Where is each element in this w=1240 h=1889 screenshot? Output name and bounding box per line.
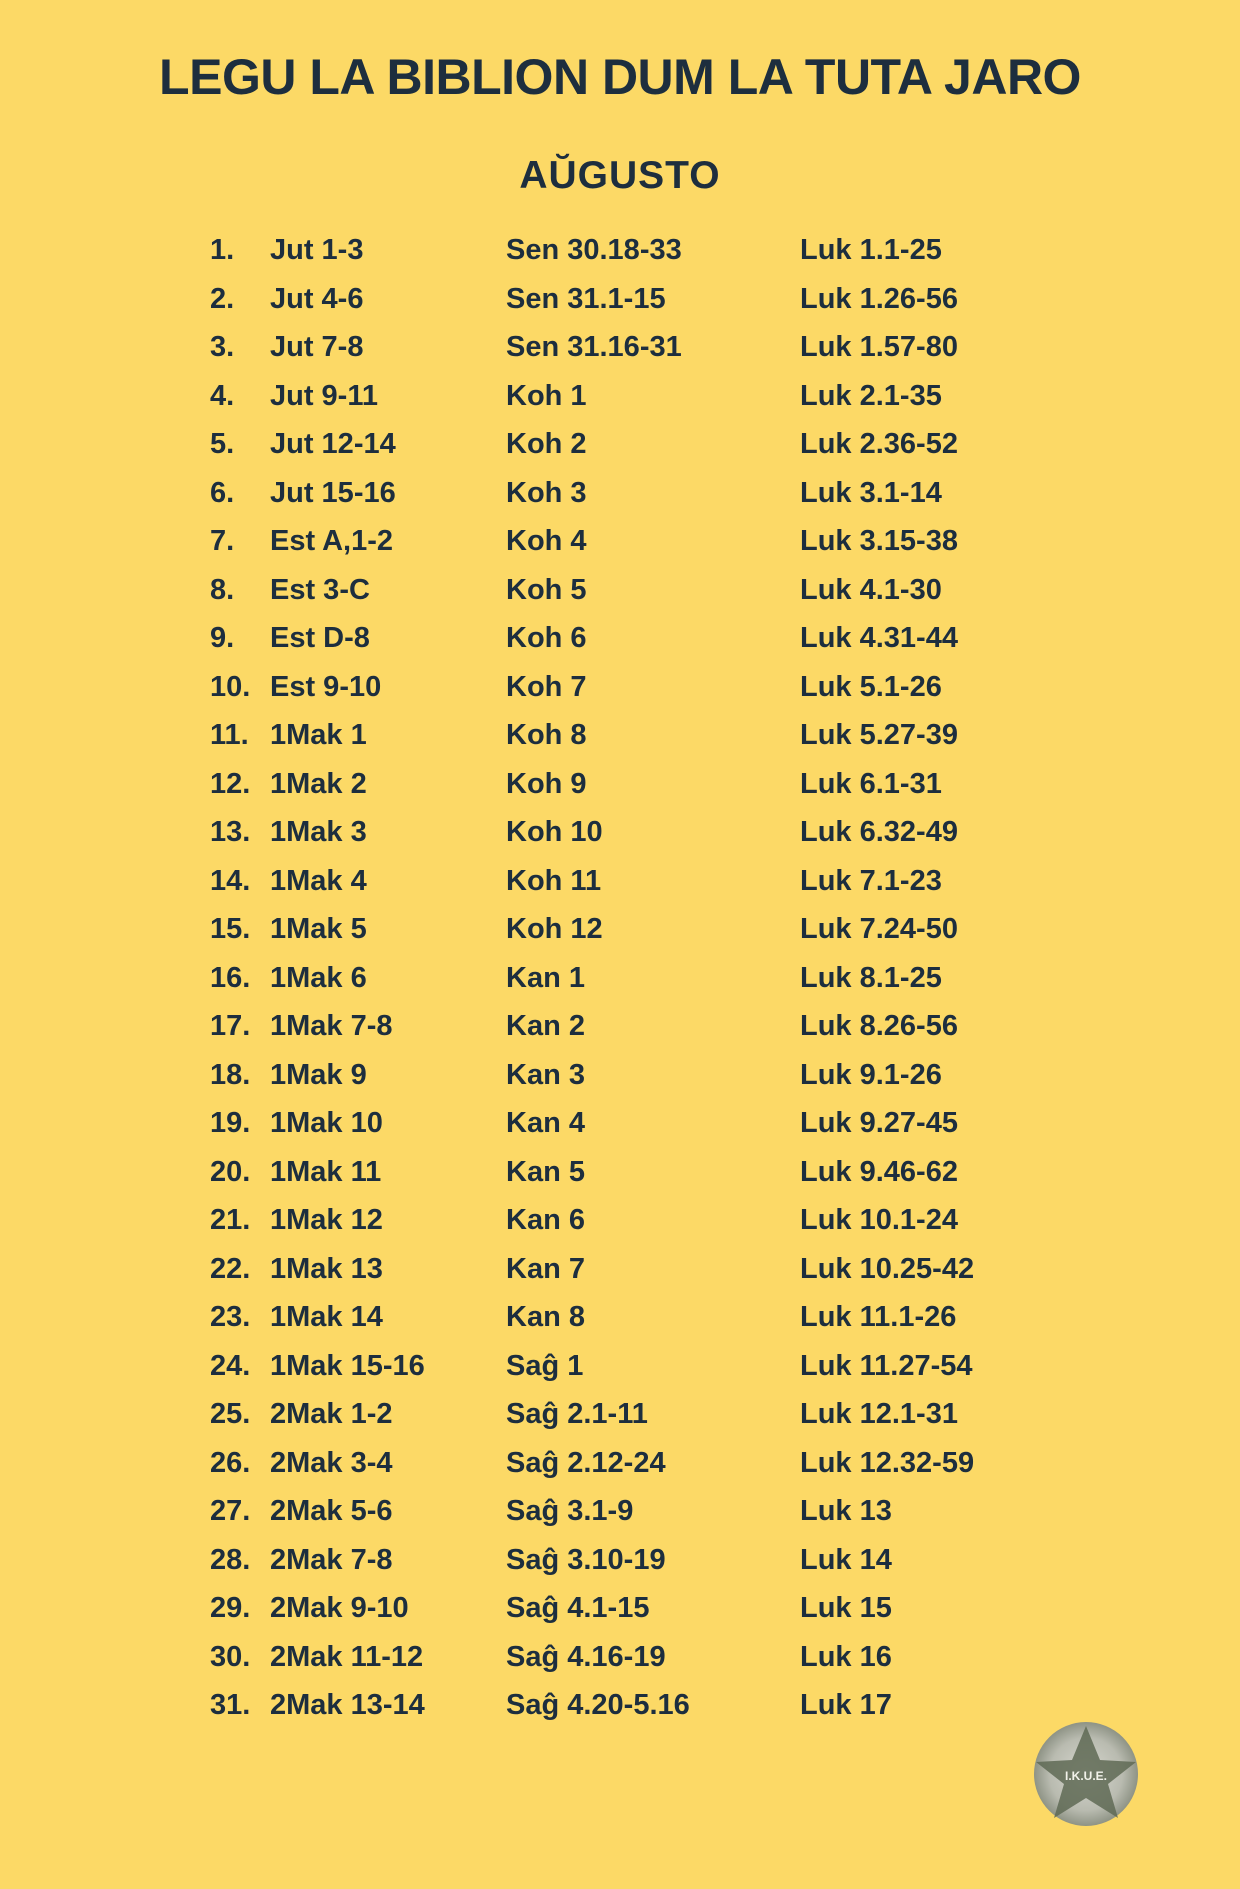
schedule-row <box>0 1245 1240 1294</box>
schedule-row <box>0 1439 1240 1488</box>
day-number: 17. <box>210 1010 251 1042</box>
day-number: 14. <box>210 864 251 897</box>
reading-1: Est D-8 <box>270 622 370 654</box>
reading-3: Luk 7.24-50 <box>800 913 958 945</box>
schedule-row <box>0 420 1240 469</box>
reading-2: Koh 9 <box>506 767 587 800</box>
reading-2: Sen 31.1-15 <box>506 282 666 315</box>
day-number: 25. <box>210 1398 251 1430</box>
reading-3: Luk 8.26-56 <box>800 1010 958 1042</box>
schedule-row <box>0 323 1240 372</box>
schedule-row <box>0 372 1240 421</box>
reading-2: Koh 12 <box>506 913 603 945</box>
reading-2: Saĝ 2.1-11 <box>506 1398 648 1430</box>
schedule-row <box>0 226 1240 275</box>
schedule-row <box>0 1148 1240 1197</box>
reading-1: Jut 7-8 <box>270 331 364 363</box>
reading-3: Luk 3.1-14 <box>800 476 942 509</box>
reading-1: 1Mak 13 <box>270 1252 383 1285</box>
reading-1: 1Mak 15-16 <box>270 1349 425 1382</box>
reading-1: Jut 1-3 <box>270 234 364 266</box>
reading-3: Luk 5.1-26 <box>800 670 942 703</box>
reading-3: Luk 11.1-26 <box>800 1301 957 1333</box>
reading-3: Luk 10.25-42 <box>800 1252 975 1285</box>
reading-1: 2Mak 5-6 <box>270 1495 393 1527</box>
reading-1: Jut 12-14 <box>270 428 396 460</box>
reading-3: Luk 17 <box>800 1689 892 1721</box>
schedule-row <box>0 760 1240 809</box>
star-badge-icon <box>1030 1718 1142 1830</box>
schedule-row <box>0 1002 1240 1051</box>
schedule-row <box>0 711 1240 760</box>
day-number: 23. <box>210 1301 251 1333</box>
schedule-row <box>0 566 1240 615</box>
day-number: 13. <box>210 816 251 848</box>
reading-2: Kan 3 <box>506 1058 585 1091</box>
schedule-row <box>0 663 1240 712</box>
schedule-row <box>0 275 1240 324</box>
reading-2: Kan 5 <box>506 1155 585 1188</box>
reading-3: Luk 10.1-24 <box>800 1204 958 1236</box>
day-number: 28. <box>210 1543 251 1576</box>
reading-2: Koh 7 <box>506 670 587 703</box>
reading-1: 2Mak 11-12 <box>270 1640 424 1673</box>
reading-3: Luk 1.26-56 <box>800 282 958 315</box>
reading-2: Sen 31.16-31 <box>506 331 682 363</box>
schedule-row <box>0 1536 1240 1585</box>
reading-3: Luk 16 <box>800 1640 892 1673</box>
schedule-row <box>0 1196 1240 1245</box>
reading-1: 1Mak 4 <box>270 864 367 897</box>
reading-2: Kan 1 <box>506 961 585 994</box>
schedule-row <box>0 614 1240 663</box>
reading-3: Luk 2.1-35 <box>800 379 942 412</box>
reading-3: Luk 9.27-45 <box>800 1107 958 1139</box>
schedule-row <box>0 1342 1240 1391</box>
reading-1: 1Mak 12 <box>270 1204 383 1236</box>
month-heading: AŬGUSTO <box>519 154 721 197</box>
reading-1: 1Mak 9 <box>270 1058 367 1091</box>
reading-2: Koh 4 <box>506 525 587 557</box>
reading-1: Jut 15-16 <box>270 476 396 509</box>
reading-2: Saĝ 4.1-15 <box>506 1592 650 1624</box>
reading-3: Luk 14 <box>800 1543 892 1576</box>
reading-3: Luk 13 <box>800 1495 892 1527</box>
day-number: 20. <box>210 1155 251 1188</box>
schedule-row <box>0 1487 1240 1536</box>
day-number: 22. <box>210 1252 251 1285</box>
day-number: 10. <box>210 670 251 703</box>
reading-1: 1Mak 11 <box>270 1155 382 1188</box>
reading-2: Saĝ 4.16-19 <box>506 1640 666 1673</box>
schedule-row <box>0 857 1240 906</box>
day-number: 1. <box>210 234 235 266</box>
day-number: 12. <box>210 767 251 800</box>
day-number: 5. <box>210 428 235 460</box>
day-number: 7. <box>210 525 235 557</box>
reading-2: Saĝ 1 <box>506 1349 584 1382</box>
reading-1: Est 9-10 <box>270 670 382 703</box>
reading-2: Koh 5 <box>506 573 587 606</box>
reading-2: Kan 2 <box>506 1010 585 1042</box>
schedule-row <box>0 469 1240 518</box>
day-number: 21. <box>210 1204 251 1236</box>
reading-2: Koh 6 <box>506 622 587 654</box>
day-number: 11. <box>210 719 249 751</box>
day-number: 18. <box>210 1058 251 1091</box>
reading-1: 1Mak 2 <box>270 767 367 800</box>
schedule-row <box>0 1051 1240 1100</box>
reading-1: 1Mak 3 <box>270 816 367 848</box>
reading-1: 1Mak 7-8 <box>270 1010 393 1042</box>
day-number: 8. <box>210 573 235 606</box>
reading-3: Luk 12.1-31 <box>800 1398 958 1430</box>
page-title: LEGU LA BIBLION DUM LA TUTA JARO <box>159 49 1081 105</box>
reading-2: Koh 11 <box>506 864 602 897</box>
day-number: 30. <box>210 1640 251 1673</box>
reading-2: Kan 6 <box>506 1204 585 1236</box>
reading-1: Jut 9-11 <box>270 379 378 412</box>
schedule-row <box>0 1584 1240 1633</box>
day-number: 16. <box>210 961 251 994</box>
reading-1: Jut 4-6 <box>270 282 364 315</box>
day-number: 4. <box>210 379 235 412</box>
reading-1: Est A,1-2 <box>270 525 394 557</box>
reading-1: 1Mak 14 <box>270 1301 383 1333</box>
day-number: 24. <box>210 1349 251 1382</box>
logo-text: I.K.U.E. <box>1064 1769 1108 1783</box>
reading-1: 1Mak 10 <box>270 1107 383 1139</box>
day-number: 27. <box>210 1495 251 1527</box>
schedule-row <box>0 1633 1240 1682</box>
schedule-row <box>0 1390 1240 1439</box>
reading-1: 2Mak 3-4 <box>270 1446 393 1479</box>
reading-3: Luk 7.1-23 <box>800 864 942 897</box>
reading-1: Est 3-C <box>270 573 370 606</box>
day-number: 19. <box>210 1107 251 1139</box>
reading-2: Saĝ 4.20-5.16 <box>506 1689 690 1721</box>
schedule-row <box>0 808 1240 857</box>
reading-3: Luk 6.32-49 <box>800 816 958 848</box>
reading-2: Koh 10 <box>506 816 603 848</box>
day-number: 6. <box>210 476 235 509</box>
reading-3: Luk 2.36-52 <box>800 428 958 460</box>
reading-1: 2Mak 1-2 <box>270 1398 393 1430</box>
reading-2: Kan 8 <box>506 1301 585 1333</box>
reading-2: Kan 7 <box>506 1252 585 1285</box>
reading-1: 1Mak 6 <box>270 961 367 994</box>
day-number: 2. <box>210 282 235 315</box>
reading-3: Luk 11.27-54 <box>800 1349 973 1382</box>
reading-2: Koh 3 <box>506 476 587 509</box>
schedule-row <box>0 517 1240 566</box>
reading-3: Luk 1.1-25 <box>800 234 942 266</box>
reading-3: Luk 4.1-30 <box>800 573 942 606</box>
reading-3: Luk 3.15-38 <box>800 525 958 557</box>
schedule-row <box>0 1293 1240 1342</box>
reading-3: Luk 6.1-31 <box>800 767 942 800</box>
reading-2: Koh 1 <box>506 379 587 412</box>
schedule-row <box>0 954 1240 1003</box>
reading-2: Saĝ 3.1-9 <box>506 1495 634 1527</box>
reading-3: Luk 9.1-26 <box>800 1058 942 1091</box>
day-number: 15. <box>210 913 251 945</box>
reading-2: Saĝ 2.12-24 <box>506 1446 666 1479</box>
reading-2: Koh 2 <box>506 428 587 460</box>
reading-3: Luk 5.27-39 <box>800 719 958 751</box>
schedule-row <box>0 905 1240 954</box>
reading-2: Kan 4 <box>506 1107 585 1139</box>
reading-2: Sen 30.18-33 <box>506 234 682 266</box>
day-number: 29. <box>210 1592 251 1624</box>
day-number: 3. <box>210 331 235 363</box>
day-number: 9. <box>210 622 235 654</box>
reading-1: 2Mak 7-8 <box>270 1543 393 1576</box>
reading-2: Koh 8 <box>506 719 587 751</box>
reading-3: Luk 4.31-44 <box>800 622 958 654</box>
schedule-row <box>0 1099 1240 1148</box>
reading-1: 1Mak 1 <box>270 719 367 751</box>
reading-3: Luk 8.1-25 <box>800 961 942 994</box>
reading-2: Saĝ 3.10-19 <box>506 1543 666 1576</box>
day-number: 31. <box>210 1689 251 1721</box>
reading-3: Luk 15 <box>800 1592 892 1624</box>
reading-3: Luk 1.57-80 <box>800 331 958 363</box>
reading-1: 2Mak 9-10 <box>270 1592 409 1624</box>
day-number: 26. <box>210 1446 251 1479</box>
reading-1: 2Mak 13-14 <box>270 1689 425 1721</box>
reading-3: Luk 12.32-59 <box>800 1446 975 1479</box>
reading-1: 1Mak 5 <box>270 913 367 945</box>
reading-3: Luk 9.46-62 <box>800 1155 958 1188</box>
